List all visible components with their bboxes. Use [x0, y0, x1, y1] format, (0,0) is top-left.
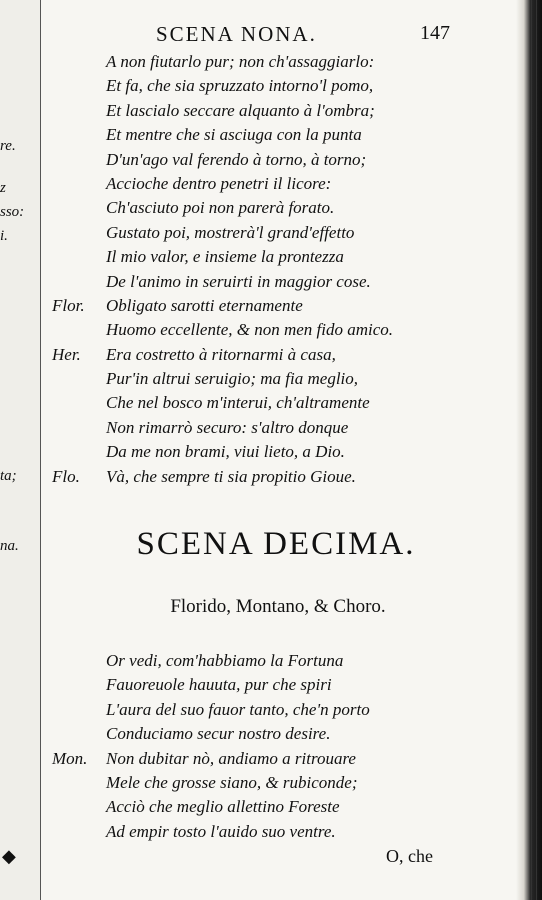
left-page-fragment [0, 0, 41, 900]
verse-line [44, 270, 504, 294]
verse-text: Il mio valor, e insieme la prontezza [106, 247, 344, 267]
verse-line [44, 74, 504, 98]
verse-text: Pur'in altrui seruigio; ma fia meglio, [106, 369, 359, 389]
verse-text: Mele che grosse siano, & rubiconde; [106, 772, 358, 792]
verse-line [44, 172, 504, 196]
left-fragment-text: z [0, 180, 6, 196]
verse-line [44, 318, 504, 342]
verse-line [44, 196, 504, 220]
gutter-line [531, 0, 532, 900]
verse-line [44, 343, 504, 367]
gutter-line [536, 0, 537, 900]
verse-text: Acciò che meglio allettino Foreste [106, 797, 340, 817]
verse-text: L'aura del suo fauor tanto, che'n porto [106, 699, 370, 719]
verse-line [44, 820, 504, 844]
verse-line [44, 294, 504, 318]
verse-text: Non rimarrò securo: s'altro donque [106, 417, 349, 437]
verse-line [44, 440, 504, 464]
verse-text: Obligato sarotti eternamente [106, 295, 303, 315]
scene-nine-verse [44, 50, 504, 489]
left-fragment-text: sso: [0, 204, 25, 220]
left-fragment-text: i. [0, 228, 8, 244]
left-fragment-text: na. [0, 538, 19, 554]
verse-line [44, 649, 504, 673]
verse-text: Era costretto à ritornarmi à casa, [106, 344, 336, 364]
left-fragment-text: re. [0, 138, 16, 154]
verse-text: Fauoreuole hauuta, pur che spiri [106, 675, 332, 695]
verse-line [44, 50, 504, 74]
verse-line [44, 747, 504, 771]
margin-mark: ◆ [2, 846, 16, 867]
verse-line [44, 148, 504, 172]
verse-text: Et lascialo seccare alquanto à l'ombra; [106, 100, 375, 120]
verse-line [44, 465, 504, 489]
verse-text: Non dubitar nò, andiamo a ritrouare [106, 748, 356, 768]
speaker-label: Flo. [52, 466, 80, 486]
verse-text: Or vedi, com'habbiamo la Fortuna [106, 651, 344, 670]
verse-text: Conduciamo secur nostro desire. [106, 724, 331, 744]
left-fragment-text: ta; [0, 468, 17, 484]
verse-text: D'un'ago val ferendo à torno, à torno; [106, 149, 367, 169]
speaker-label: Mon. [52, 748, 88, 768]
verse-line [44, 416, 504, 440]
verse-text: Huomo eccellente, & non men fido amico. [106, 320, 394, 340]
verse-line [44, 221, 504, 245]
verse-text: Ch'asciuto poi non parerà forato. [106, 198, 335, 218]
scene-characters: Florido, Montano, & Choro. [170, 596, 386, 617]
page-number: 147 [420, 22, 450, 44]
speaker-label: Flor. [52, 295, 85, 315]
verse-text: Et mentre che si asciuga con la punta [106, 125, 362, 145]
verse-line [44, 391, 504, 415]
verse-line [44, 673, 504, 697]
running-head: SCENA NONA. [156, 22, 317, 46]
verse-text: Và, che sempre ti sia propitio Gioue. [106, 466, 356, 486]
verse-text: Ad empir tosto l'auido suo ventre. [106, 821, 336, 841]
verse-line [44, 123, 504, 147]
verse-line [44, 795, 504, 819]
verse-line [44, 698, 504, 722]
catchword: O, che [386, 846, 433, 866]
verse-text: A non fiutarlo pur; non ch'assaggiarlo: [106, 52, 375, 71]
verse-text: De l'animo in seruirti in maggior cose. [106, 271, 371, 291]
verse-line [44, 367, 504, 391]
scene-title: SCENA DECIMA. [136, 526, 416, 562]
verse-line [44, 771, 504, 795]
speaker-label: Her. [52, 344, 81, 364]
scene-ten-verse [44, 649, 504, 844]
verse-text: Gustato poi, mostrerà'l grand'effetto [106, 222, 355, 242]
verse-text: Da me non brami, viui lieto, a Dio. [106, 442, 345, 462]
page-gutter [516, 0, 542, 900]
verse-line [44, 722, 504, 746]
verse-text: Che nel bosco m'interui, ch'altramente [106, 393, 370, 413]
verse-line [44, 245, 504, 269]
verse-line [44, 99, 504, 123]
verse-text: Accioche dentro penetri il licore: [106, 173, 332, 193]
verse-text: Et fa, che sia spruzzato intorno'l pomo, [106, 76, 374, 96]
page-header [148, 22, 450, 46]
